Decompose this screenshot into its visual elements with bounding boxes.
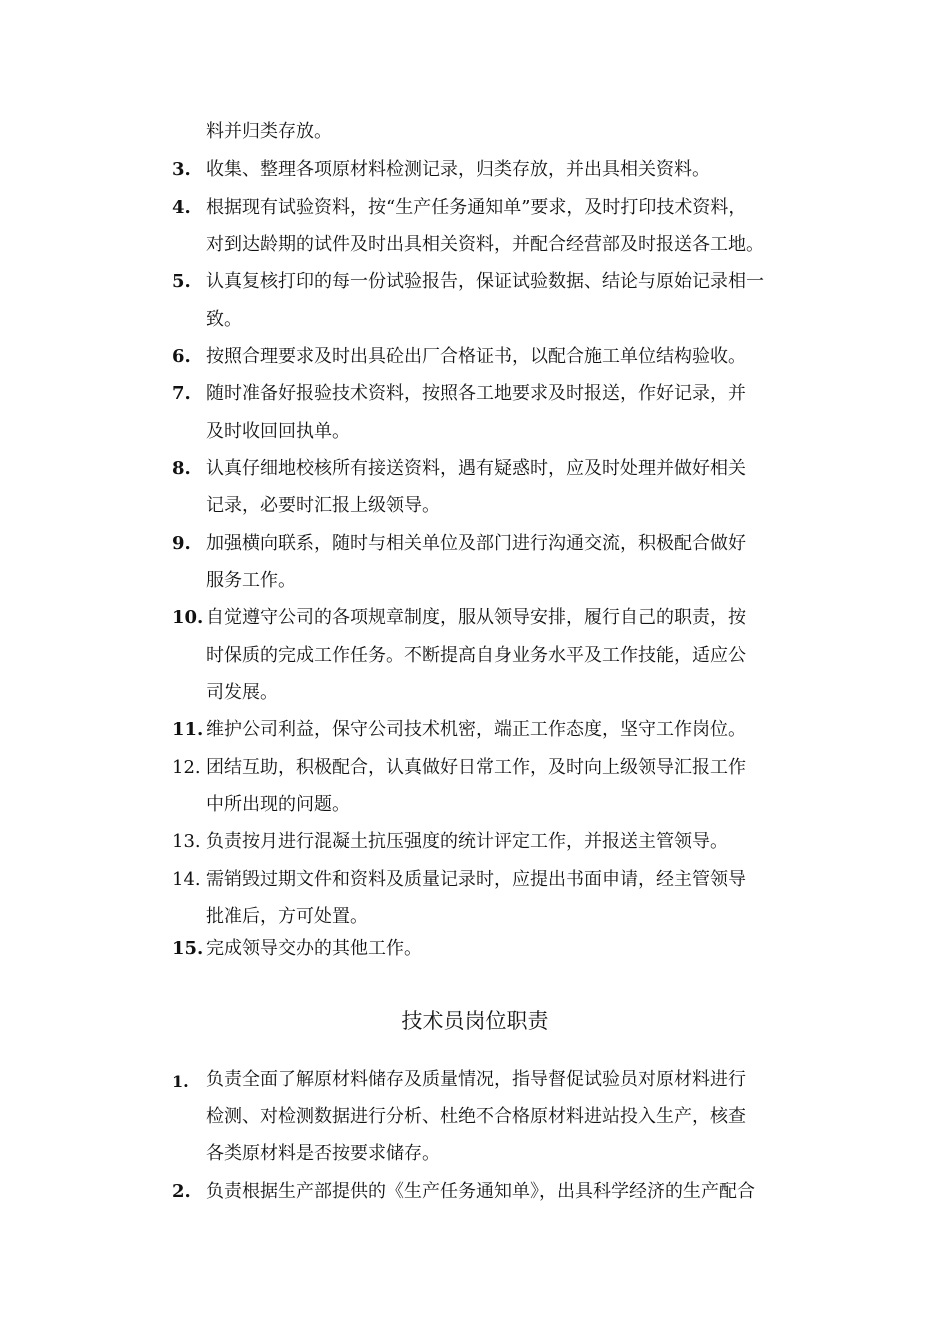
list-item-number: 5.	[172, 271, 191, 292]
list-item-line: 对到达龄期的试件及时出具相关资料，并配合经营部及时报送各工地。	[206, 234, 764, 255]
list-item-line: 加强横向联系，随时与相关单位及部门进行沟通交流，积极配合做好	[206, 533, 746, 554]
list-item-line: 认真仔细地校核所有接送资料，遇有疑惑时，应及时处理并做好相关	[206, 458, 746, 479]
list-item-line: 及时收回回执单。	[206, 421, 350, 442]
list-item-line: 团结互助，积极配合，认真做好日常工作，及时向上级领导汇报工作	[206, 757, 746, 778]
list-item-number: 14.	[172, 869, 201, 890]
list-item-line: 司发展。	[206, 682, 278, 703]
list-item-line: 负责按月进行混凝土抗压强度的统计评定工作，并报送主管领导。	[206, 831, 728, 852]
list-item-line: 时保质的完成工作任务。不断提高自身业务水平及工作技能，适应公	[206, 645, 746, 666]
list-item-number: 9.	[172, 533, 191, 554]
list-item-number: 6.	[172, 346, 191, 367]
list-item-line: 批准后，方可处置。	[206, 906, 368, 927]
list-item-number: 1.	[172, 1072, 189, 1091]
list-item-number: 4.	[172, 197, 191, 218]
list-item-number: 13.	[172, 831, 201, 852]
list-item-line: 中所出现的问题。	[206, 794, 350, 815]
list-item-number: 11.	[172, 719, 204, 740]
list-item-line: 记录，必要时汇报上级领导。	[206, 495, 440, 516]
list-item-number: 2.	[172, 1181, 191, 1202]
list-item-line: 随时准备好报验技术资料，按照各工地要求及时报送，作好记录，并	[206, 383, 746, 404]
list-item-line: 维护公司利益，保守公司技术机密，端正工作态度，坚守工作岗位。	[206, 719, 746, 740]
section-title: 技术员岗位职责	[401, 1009, 549, 1033]
list-item-line: 自觉遵守公司的各项规章制度，服从领导安排，履行自己的职责，按	[206, 607, 746, 628]
list-item-line: 收集、整理各项原材料检测记录，归类存放，并出具相关资料。	[206, 159, 710, 180]
list-item-number: 10.	[172, 607, 204, 628]
list-item-number: 8.	[172, 458, 191, 479]
list-item-number: 12.	[172, 757, 201, 778]
list-item-line: 需销毁过期文件和资料及质量记录时，应提出书面申请，经主管领导	[206, 869, 746, 890]
list-item-line: 各类原材料是否按要求储存。	[206, 1143, 440, 1164]
list-item-line: 负责全面了解原材料储存及质量情况，指导督促试验员对原材料进行	[206, 1069, 746, 1090]
list-item-line: 认真复核打印的每一份试验报告，保证试验数据、结论与原始记录相一	[206, 271, 764, 292]
list-item-line: 负责根据生产部提供的《生产任务通知单》，出具科学经济的生产配合	[206, 1181, 755, 1202]
list-item-number: 7.	[172, 383, 191, 404]
list-item-line: 服务工作。	[206, 570, 296, 591]
list-item-number: 3.	[172, 159, 191, 180]
list-item-line: 根据现有试验资料，按“生产任务通知单”要求，及时打印技术资料，	[206, 197, 747, 218]
list-item-line: 按照合理要求及时出具砼出厂合格证书，以配合施工单位结构验收。	[206, 346, 746, 367]
list-item-line: 检测、对检测数据进行分析、杜绝不合格原材料进站投入生产，核查	[206, 1106, 746, 1127]
continuation-line: 料并归类存放。	[206, 121, 332, 142]
list-item-line: 致。	[206, 309, 242, 330]
list-item-number: 15.	[172, 938, 204, 959]
list-item-line: 完成领导交办的其他工作。	[206, 938, 422, 959]
